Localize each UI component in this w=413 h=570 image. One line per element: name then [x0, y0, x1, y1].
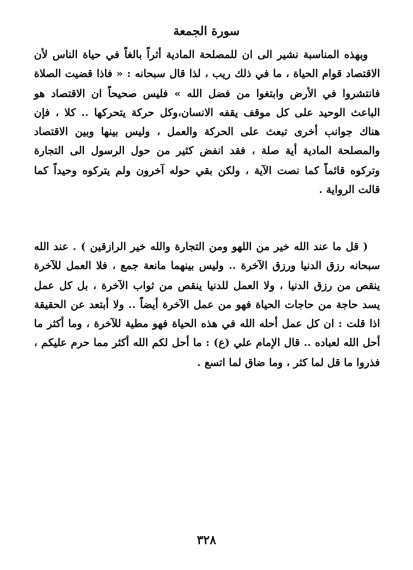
paragraph-text: وبهذه المناسبة نشير الى ان للمصلحة المادية أثراً بالغاً في حياة الناس لأن الاقتصاد قوام الحياة ، ما في ذلك ريب ، لذا قال سبحانه : « فاذا قضيت الصلاة فانتشروا في الأرض وابتغوا من فضل الله » فليس صحيحاً ان الاقتصاد هو الباعث الوحيد على كل موقف يقفه الانسان،وكل حركة يتحركها .. كلا ، فإن هناك جوانب أخرى تبعث على الحركة والعمل ، وليس بينها وبين الاقتصاد والمصلحة المادية أية صلة ، فقد انفض كثير من حول الرسول الى التجارة وتركوه قائماً كما نصت الآية ، ولكن بقي حوله آخرون ولم يتركوه وحيداً كما قالت الرواية . [34, 49, 380, 197]
paragraph-text: ( قل ما عند الله خير من اللهو ومن التجارة والله خير الرازقين ) . عند الله سبحانه رزق الدنيا ورزق الآخرة .. وليس بينهما مانعة جمع ، فلا العمل للآخرة ينقص من رزق الدنيا ، ولا العمل للدنيا ينقص من ثواب الآخرة ، بل كل عمل يسد حاجة من حاجات الحياة فهو من عمل الآخرة أيضاً .. ولا أبتعد عن الحقيقة اذا قلت : ان كل عمل أحله الله في هذه الحياة فهو مطية للآخرة ، وما أكثر ما أحل الله لعباده .. قال الإمام علي (ع) : ما أحل لكم الله أكثر مما حرم عليكم ، فذروا ما قل لما كثر ، وما ضاق لما اتسع . [34, 241, 380, 369]
paragraph-2 [34, 238, 380, 373]
page-number: ٣٢٨ [196, 533, 217, 547]
paragraph-1 [34, 46, 380, 200]
chapter-header: سورة الجمعة [173, 24, 240, 38]
